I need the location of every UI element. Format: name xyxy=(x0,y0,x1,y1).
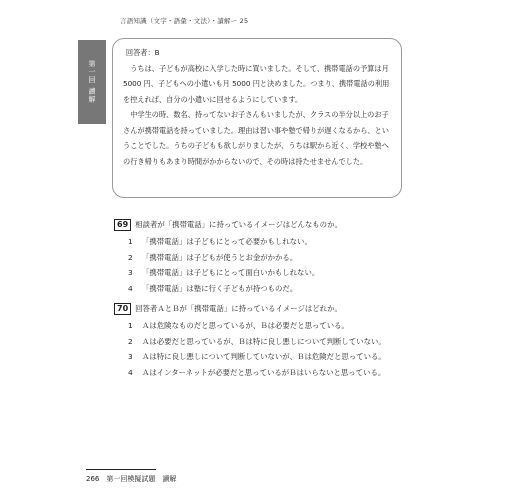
option[interactable] xyxy=(128,365,386,381)
page-footer: 266 第一回模擬試題 讀解 xyxy=(86,475,177,483)
answer-paragraph: 中学生の時、数名、持ってないお子さんもいましたが、クラスの半分以上のお子さんが携帯電話を持っていました。理由は習い事や塾で帰りが遅くなるから、ということでした。うちの子どもも欲しがりましたが、うちは駅から近く、学校や塾への行き帰りもあまり時間がかからないので、その時は持たせませんでした。 xyxy=(123,110,389,166)
option[interactable] xyxy=(128,265,342,281)
answer-paragraph: うちは、子どもが高校に入学した時に買いました。そして、携帯電話の予算は月 5000 円、子どもへの小遣いも月 5000 円と決めました。つまり、携帯電話の利用を控えれば、自分の小遣いに回せるようにしています。 xyxy=(123,63,390,104)
question-69 xyxy=(114,219,342,296)
option[interactable] xyxy=(128,250,342,266)
option[interactable] xyxy=(128,234,342,250)
option-text: 「携帯電話」は塾に行く子どもが持つものだ。 xyxy=(142,283,298,293)
option[interactable] xyxy=(128,334,386,350)
option-text: 「携帯電話」は子どもにとって必要かもしれない。 xyxy=(142,237,312,246)
option[interactable] xyxy=(128,281,342,297)
option-text: Ａはインターネットが必要だと思っているがＢはいらないと思っている。 xyxy=(142,367,386,377)
option-text: 「携帯電話」は子どもが使うとお金がかかる。 xyxy=(142,252,298,262)
option-number: 1 xyxy=(128,237,133,246)
running-header: 言語知識（文字・語彙・文法）・讀解ー 25 xyxy=(120,17,249,25)
option-text: 「携帯電話」は子どもにとって面白いかもしれない。 xyxy=(142,268,320,277)
option-number: 4 xyxy=(128,283,133,293)
question-stem: 回答者ＡとＢが「携帯電話」に持っているイメージはどれか。 xyxy=(135,304,342,313)
option-text: Ａは必要だと思っているが、Ｂは特に良し悪しについて判断していない。 xyxy=(142,336,386,346)
option-number: 3 xyxy=(128,352,133,361)
option-number: 4 xyxy=(128,367,133,377)
answer-speaker: 回答者：B xyxy=(125,48,160,57)
option-number: 2 xyxy=(128,252,133,262)
option[interactable] xyxy=(128,349,386,365)
option[interactable] xyxy=(128,318,386,334)
option-list xyxy=(114,234,342,296)
option-text: Ａは危険なものだと思っているが、Ｂは必要だと思っている。 xyxy=(142,321,349,330)
side-tab: 第一回 讀解 xyxy=(78,40,106,124)
question-70 xyxy=(114,303,386,380)
answer-box xyxy=(112,38,402,198)
question-number: 70 xyxy=(114,303,131,315)
question-stem: 相談者が「携帯電話」に持っているイメージはどんなものか。 xyxy=(135,220,342,229)
option-list xyxy=(114,318,386,380)
option-text: Ａは特に良し悪しについて判断していないが、Ｂは危険だと思っている。 xyxy=(142,352,386,361)
question-number: 69 xyxy=(114,219,131,231)
option-number: 2 xyxy=(128,336,133,346)
option-number: 3 xyxy=(128,268,133,277)
footer-divider xyxy=(86,469,156,470)
option-number: 1 xyxy=(128,321,133,330)
